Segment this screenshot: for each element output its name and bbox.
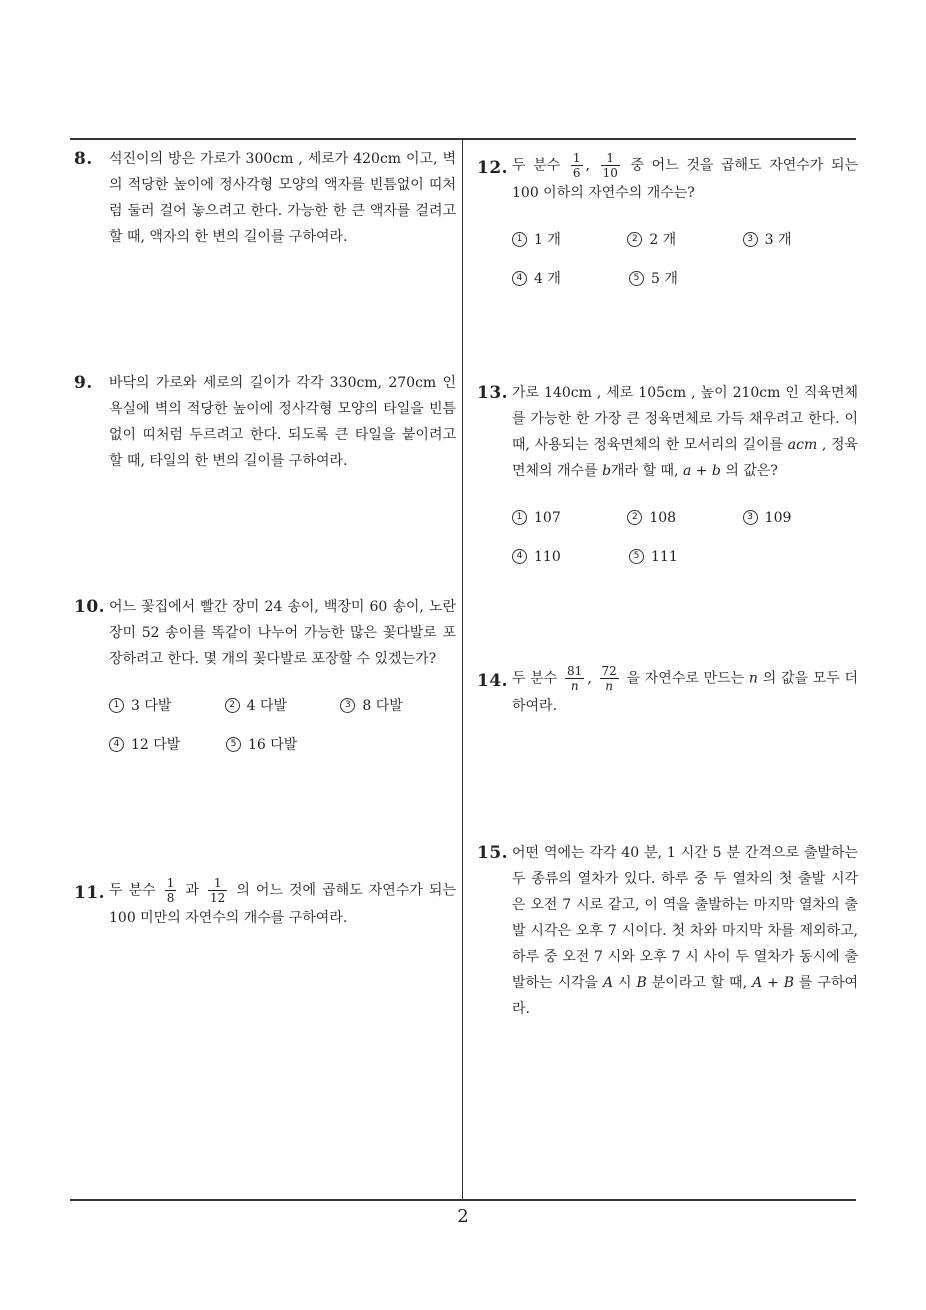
answer-choices [512, 220, 858, 298]
circled-number-icon: 4 [109, 737, 124, 752]
math-variable: B [636, 975, 647, 991]
problem-text: 가로 140cm , 세로 105cm , 높이 210cm 인 직육면체를 가능한 한 가장 큰 정육면체로 가득 채우려고 한다. 이때, 사용되는 정육면체의 한 모서리의 길이를 acm , 정육면체의 개수를 b개라 할 때, a + b 의 값은? 1 107 2 108 3 109 4 110 5 111 [512, 380, 858, 576]
math-variable: b [602, 463, 612, 479]
choice-3[interactable]: 3 8 다발 [340, 693, 456, 719]
math-expression: A + B [752, 975, 795, 991]
fraction: $\frac{1}{10}$ [602, 151, 618, 180]
problem-number: 9. [74, 373, 93, 393]
problem-text: 두 분수 $\frac{1}{8}$ 과 $\frac{1}{12}$ 의 어느 것에 곱해도 자연수가 되는 100 미만의 자연수의 개수를 구하여라. [109, 876, 456, 926]
math-variable: A [603, 975, 614, 991]
problem-number: 14. [477, 671, 509, 691]
choice-2[interactable]: 2 108 [627, 505, 742, 531]
problem-text: 석진이의 방은 가로가 300cm , 세로가 420cm 이고, 벽의 적당한 높이에 정사각형 모양의 액자를 빈틈없이 띠처럼 둘러 걸어 놓으려고 한다. 가능한 한 큰 액자를 걸려고 할 때, 액자의 한 변의 길이를 구하여라. [109, 151, 456, 245]
problem-number: 12. [477, 158, 509, 178]
choice-3[interactable]: 3 3 개 [743, 227, 858, 253]
answer-choices [109, 686, 456, 764]
problem-text: 어느 꽃집에서 빨간 장미 24 송이, 백장미 60 송이, 노란 장미 52 송이를 똑같이 나누어 가능한 많은 꽃다발로 포장하려고 한다. 몇 개의 꽃다발로 포장할 수 있겠는가? 1 3 다발 2 4 다발 3 8 다발 4 12 다발 5 16 다발 [109, 594, 456, 764]
answer-choices [512, 498, 858, 576]
problem-15 [477, 840, 858, 1022]
problem-9 [74, 370, 456, 474]
problem-text: 어떤 역에는 각각 40 분, 1 시간 5 분 간격으로 출발하는 두 종류의 열차가 있다. 하루 중 두 열차의 첫 출발 시각은 오전 7 시로 같고, 이 역을 출발하는 마지막 열차의 출발 시각은 오후 7 시이다. 첫 차와 마지막 차를 제외하고, 하루 중 오전 7 시와 오후 7 시 사이 두 열차가 동시에 출발하는 시각을 A 시 B 분이라고 할 때, A + B 를 구하여라. [512, 845, 859, 1017]
fraction: $\frac{72}{n}$ [601, 664, 617, 693]
problem-11 [74, 876, 456, 931]
fraction: $\frac{1}{6}$ [572, 151, 581, 180]
circled-number-icon: 2 [627, 510, 642, 525]
problem-number: 13. [477, 383, 509, 403]
circled-number-icon: 3 [743, 232, 758, 247]
circled-number-icon: 4 [512, 271, 527, 286]
choice-2[interactable]: 2 2 개 [627, 227, 742, 253]
circled-number-icon: 4 [512, 549, 527, 564]
circled-number-icon: 1 [109, 698, 124, 713]
circled-number-icon: 5 [226, 737, 241, 752]
problem-number: 11. [74, 883, 106, 903]
fraction: $\frac{1}{12}$ [210, 876, 226, 905]
problem-text: 바닥의 가로와 세로의 길이가 각각 330cm, 270cm 인 욕실에 벽의 적당한 높이에 정사각형 모양의 타일을 빈틈없이 띠처럼 두르려고 한다. 되도록 큰 타일을 붙이려고 할 때, 타일의 한 변의 길이를 구하여라. [109, 375, 456, 469]
choice-4[interactable]: 4 110 [512, 544, 629, 570]
circled-number-icon: 2 [627, 232, 642, 247]
math-variable: acm [787, 437, 818, 453]
circled-number-icon: 1 [512, 510, 527, 525]
problem-12 [477, 151, 858, 298]
choice-5[interactable]: 5 5 개 [629, 266, 746, 292]
problem-13 [477, 380, 858, 576]
circled-number-icon: 5 [629, 549, 644, 564]
problem-number: 15. [477, 843, 509, 863]
choice-4[interactable]: 4 4 개 [512, 266, 629, 292]
choice-1[interactable]: 1 3 다발 [109, 693, 225, 719]
choice-1[interactable]: 1 1 개 [512, 227, 627, 253]
circled-number-icon: 5 [629, 271, 644, 286]
choice-1[interactable]: 1 107 [512, 505, 627, 531]
choice-5[interactable]: 5 111 [629, 544, 746, 570]
problem-number: 8. [74, 149, 93, 169]
math-variable: n [748, 670, 758, 687]
bottom-rule [70, 1199, 856, 1201]
math-expression: a + b [682, 463, 721, 479]
problem-text: 두 분수 $\frac{1}{6}$ , $\frac{1}{10}$ 중 어느 것을 곱해도 자연수가 되는 100 이하의 자연수의 개수는? 1 1 개 2 2 개 3 3 개 4 4 개 5 5 개 [512, 151, 858, 298]
page-number: 2 [457, 1206, 469, 1227]
circled-number-icon: 3 [743, 510, 758, 525]
problem-14 [477, 664, 858, 719]
circled-number-icon: 3 [340, 698, 355, 713]
problem-number: 10. [74, 597, 106, 617]
column-divider [462, 138, 463, 1201]
problem-text: 두 분수 $\frac{81}{n}$ , $\frac{72}{n}$ 을 자연수로 만드는 n 의 값을 모두 더하여라. [512, 664, 859, 714]
choice-5[interactable]: 5 16 다발 [226, 732, 343, 758]
circled-number-icon: 1 [512, 232, 527, 247]
choice-3[interactable]: 3 109 [743, 505, 858, 531]
fraction: $\frac{81}{n}$ [567, 664, 583, 693]
choice-4[interactable]: 4 12 다발 [109, 732, 226, 758]
problem-8 [74, 146, 456, 250]
fraction: $\frac{1}{8}$ [166, 876, 175, 905]
circled-number-icon: 2 [225, 698, 240, 713]
problem-10 [74, 594, 456, 764]
choice-2[interactable]: 2 4 다발 [225, 693, 341, 719]
